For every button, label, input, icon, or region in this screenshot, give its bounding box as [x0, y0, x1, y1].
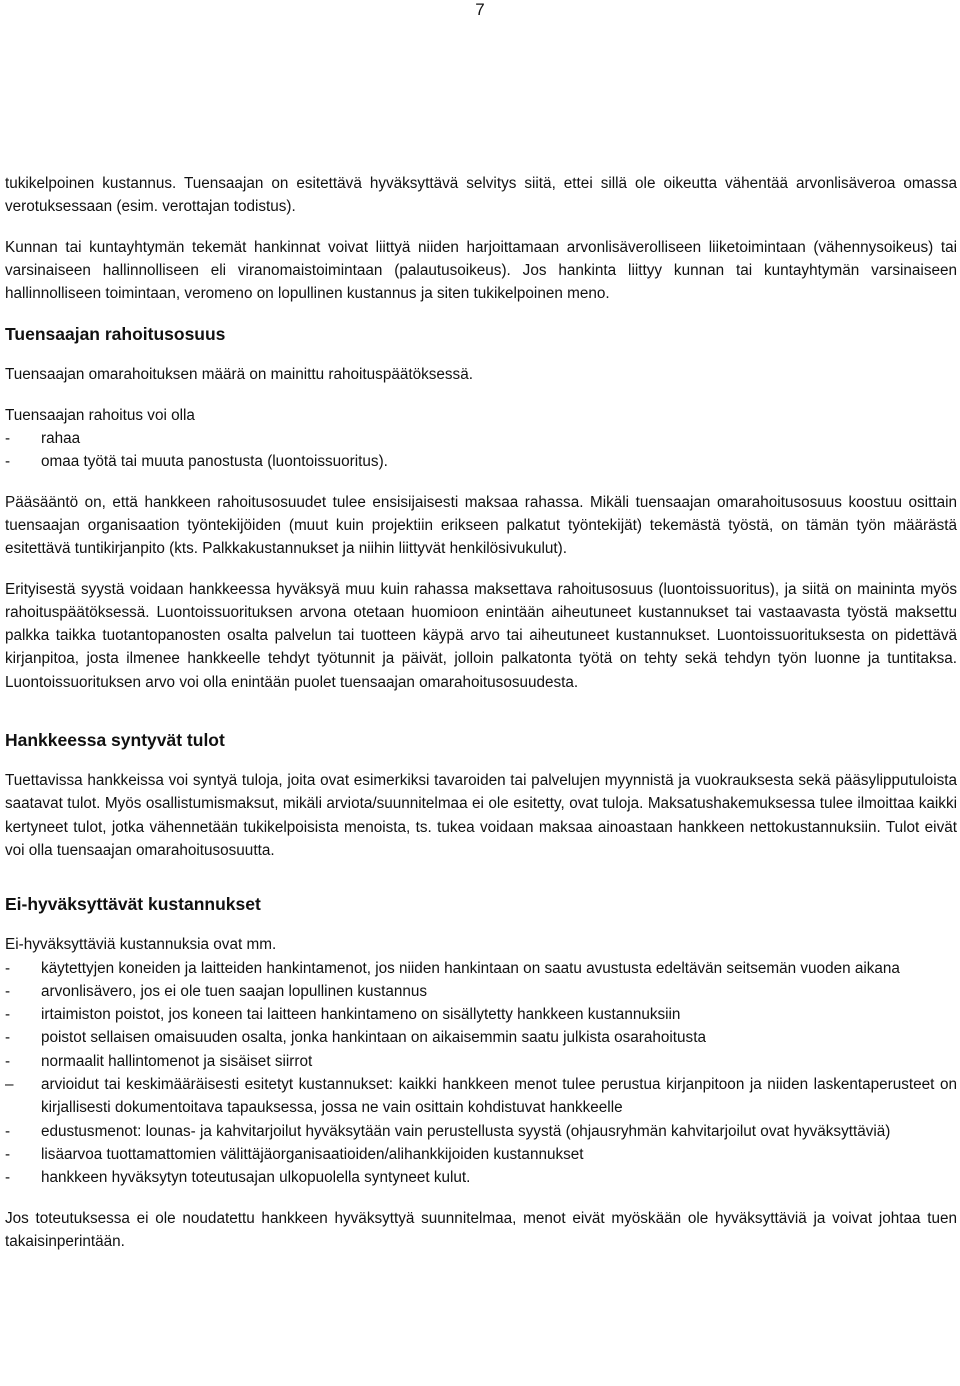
list-item-text: käytettyjen koneiden ja laitteiden hankintamenot, jos niiden hankintaan on saatu avustusta edeltävän seitsemän vuoden aikana: [41, 959, 900, 977]
list-item-text: normaalit hallintomenot ja sisäiset siirrot: [41, 1052, 313, 1070]
list-item-text: arvioidut tai keskimääräisesti esitetyt kustannukset: kaikki hankkeen menot tulee perustua kirjanpitoon ja niiden laskentaperusteet on kirjallisesti dokumentoitava tapauksessa, jossa ne vain osittain kohdistuvat hankkeelle: [41, 1076, 957, 1117]
list-dash: -: [5, 1145, 11, 1163]
paragraph-ineligible-intro: Ei-hyväksyttäviä kustannuksia ovat mm.: [5, 936, 277, 954]
list-dash: -: [5, 1169, 11, 1187]
list-item: [5, 427, 957, 450]
list-dash: -: [5, 982, 11, 1000]
paragraph-in-kind-contribution: Erityisestä syystä voidaan hankkeessa hyväksyä muu kuin rahassa maksettava rahoitusosuus (luontoissuoritus), ja siitä on maininta myös rahoituspäätöksessä. Luontoissuorituksen arvona otetaan huomioon enintään aiheutuneet kustannukset tai vastaavasta työstä maksettu palkka taikka tuotantopanosten osalta palvelun tai tuotteen käypä arvo tai aiheutuneet kustannukset. Luontoissuorituksesta on pidettävä kirjanpitoa, josta ilmenee hankkeelle tehdyt työtunnit ja päivät, jolloin palkatonta työtä on tehty sekä tehdyn työn luonne ja tuntitaksa. Luontoissuorituksen arvo voi olla enintään puolet tuensaajan omarahoitusosuudesta.: [5, 580, 957, 691]
list-dash: –: [5, 1076, 14, 1094]
list-item: [5, 957, 957, 980]
list-dash: -: [5, 1029, 11, 1047]
list-item-text: irtaimiston poistot, jos koneen tai laitteen hankintameno on sisällytetty hankkeen kustannuksiin: [41, 1006, 681, 1024]
paragraph-own-funding-amount: Tuensaajan omarahoituksen määrä on mainittu rahoituspäätöksessä.: [5, 366, 473, 384]
page-number: 7: [475, 0, 485, 19]
list-dash: -: [5, 1052, 11, 1070]
list-dash: -: [5, 430, 11, 448]
list-item: [5, 1143, 957, 1166]
paragraph-vat-proof: tukikelpoinen kustannus. Tuensaajan on esitettävä hyväksyttävä selvitys siitä, ettei sillä ole oikeutta vähentää arvonlisäveroa omassa verotuksessaan (esim. verottajan todistus).: [5, 175, 957, 216]
list-item-text: hankkeen hyväksytyn toteutusajan ulkopuolella syntyneet kulut.: [41, 1169, 471, 1187]
list-item: [5, 1166, 957, 1189]
paragraph-municipal-procurement: Kunnan tai kuntayhtymän tekemät hankinnat voivat liittyä niiden harjoittamaan arvonlisäverolliseen liiketoimintaan (vähennysoikeus) tai varsinaiseen hallinnolliseen eli viranomaistoimintaan (palautusoikeus). Jos hankinta liittyy kunnan tai kuntayhtymän varsinaiseen hallinnolliseen toimintaan, veromeno on lopullinen kustannus ja siten tukikelpoinen meno.: [5, 238, 957, 303]
list-item-text: edustusmenot: lounas- ja kahvitarjoilut hyväksytään vain perustellusta syystä (ohjausryhmän kahvitarjoilut ovat hyväksyttäviä): [41, 1122, 891, 1140]
heading-tuensaajan-rahoitusosuus: Tuensaajan rahoitusosuus: [5, 324, 226, 345]
ineligible-costs-list: [5, 957, 957, 1190]
list-item-text: omaa työtä tai muuta panostusta (luontoissuoritus).: [41, 453, 388, 471]
list-item: [5, 1120, 957, 1143]
list-item: [5, 1003, 957, 1026]
heading-hankkeessa-syntyvat-tulot: Hankkeessa syntyvät tulot: [5, 730, 225, 751]
heading-ei-hyvaksyttavat-kustannukset: Ei-hyväksyttävät kustannukset: [5, 894, 261, 915]
list-item-text: poistot sellaisen omaisuuden osalta, jonka hankintaan on aikaisemmin saatu julkista osarahoitusta: [41, 1029, 706, 1047]
list-item: [5, 450, 957, 473]
list-dash: -: [5, 453, 11, 471]
paragraph-main-rule: Pääsääntö on, että hankkeen rahoitusosuudet tulee ensisijaisesti maksaa rahassa. Mikäli tuensaajan omarahoitusosuus koostuu osittain tuensaajan organisaation työntekijöiden (muut kuin projektiin erikseen palkatut työntekijät) tekemästä työstä, on tämän työn määrästä esitettävä tuntikirjanpito (kts. Palkkakustannukset ja niihin liittyvät henkilösivukulut).: [5, 493, 957, 558]
list-item-text: lisäarvoa tuottamattomien välittäjäorganisaatioiden/alihankkijoiden kustannukset: [41, 1145, 584, 1163]
list-item-text: rahaa: [41, 430, 81, 448]
list-item: [5, 1026, 957, 1049]
paragraph-closing: Jos toteutuksessa ei ole noudatettu hankkeen hyväksyttyä suunnitelmaa, menot eivät myöskään ole hyväksyttäviä ja voivat johtaa tuen takaisinperintään.: [5, 1209, 957, 1250]
list-item: [5, 1073, 957, 1120]
paragraph-project-income: Tuettavissa hankkeissa voi syntyä tuloja, joita ovat esimerkiksi tavaroiden tai palvelujen myynnistä ja vuokrauksesta sekä pääsylipputuloista saatavat tulot. Myös osallistumismaksut, mikäli arviota/suunnitelmaa ei ole esitetty, ovat tuloja. Maksatushakemuksessa tulee ilmoittaa kaikki kertyneet tulot, jotka vähennetään tukikelpoisista menoista, ts. tukea voidaan maksaa ainoastaan hankkeen nettokustannuksiin. Tulot eivät voi olla tuensaajan omarahoitusosuutta.: [5, 772, 957, 859]
list-item-text: arvonlisävero, jos ei ole tuen saajan lopullinen kustannus: [41, 982, 428, 1000]
list-dash: -: [5, 1006, 11, 1024]
list-dash: -: [5, 1122, 11, 1140]
document-body: [5, 172, 957, 1253]
list-dash: -: [5, 959, 11, 977]
funding-types-list: [5, 427, 957, 474]
list-item: [5, 1050, 957, 1073]
paragraph-funding-can-be: Tuensaajan rahoitus voi olla: [5, 406, 195, 424]
list-item: [5, 980, 957, 1003]
